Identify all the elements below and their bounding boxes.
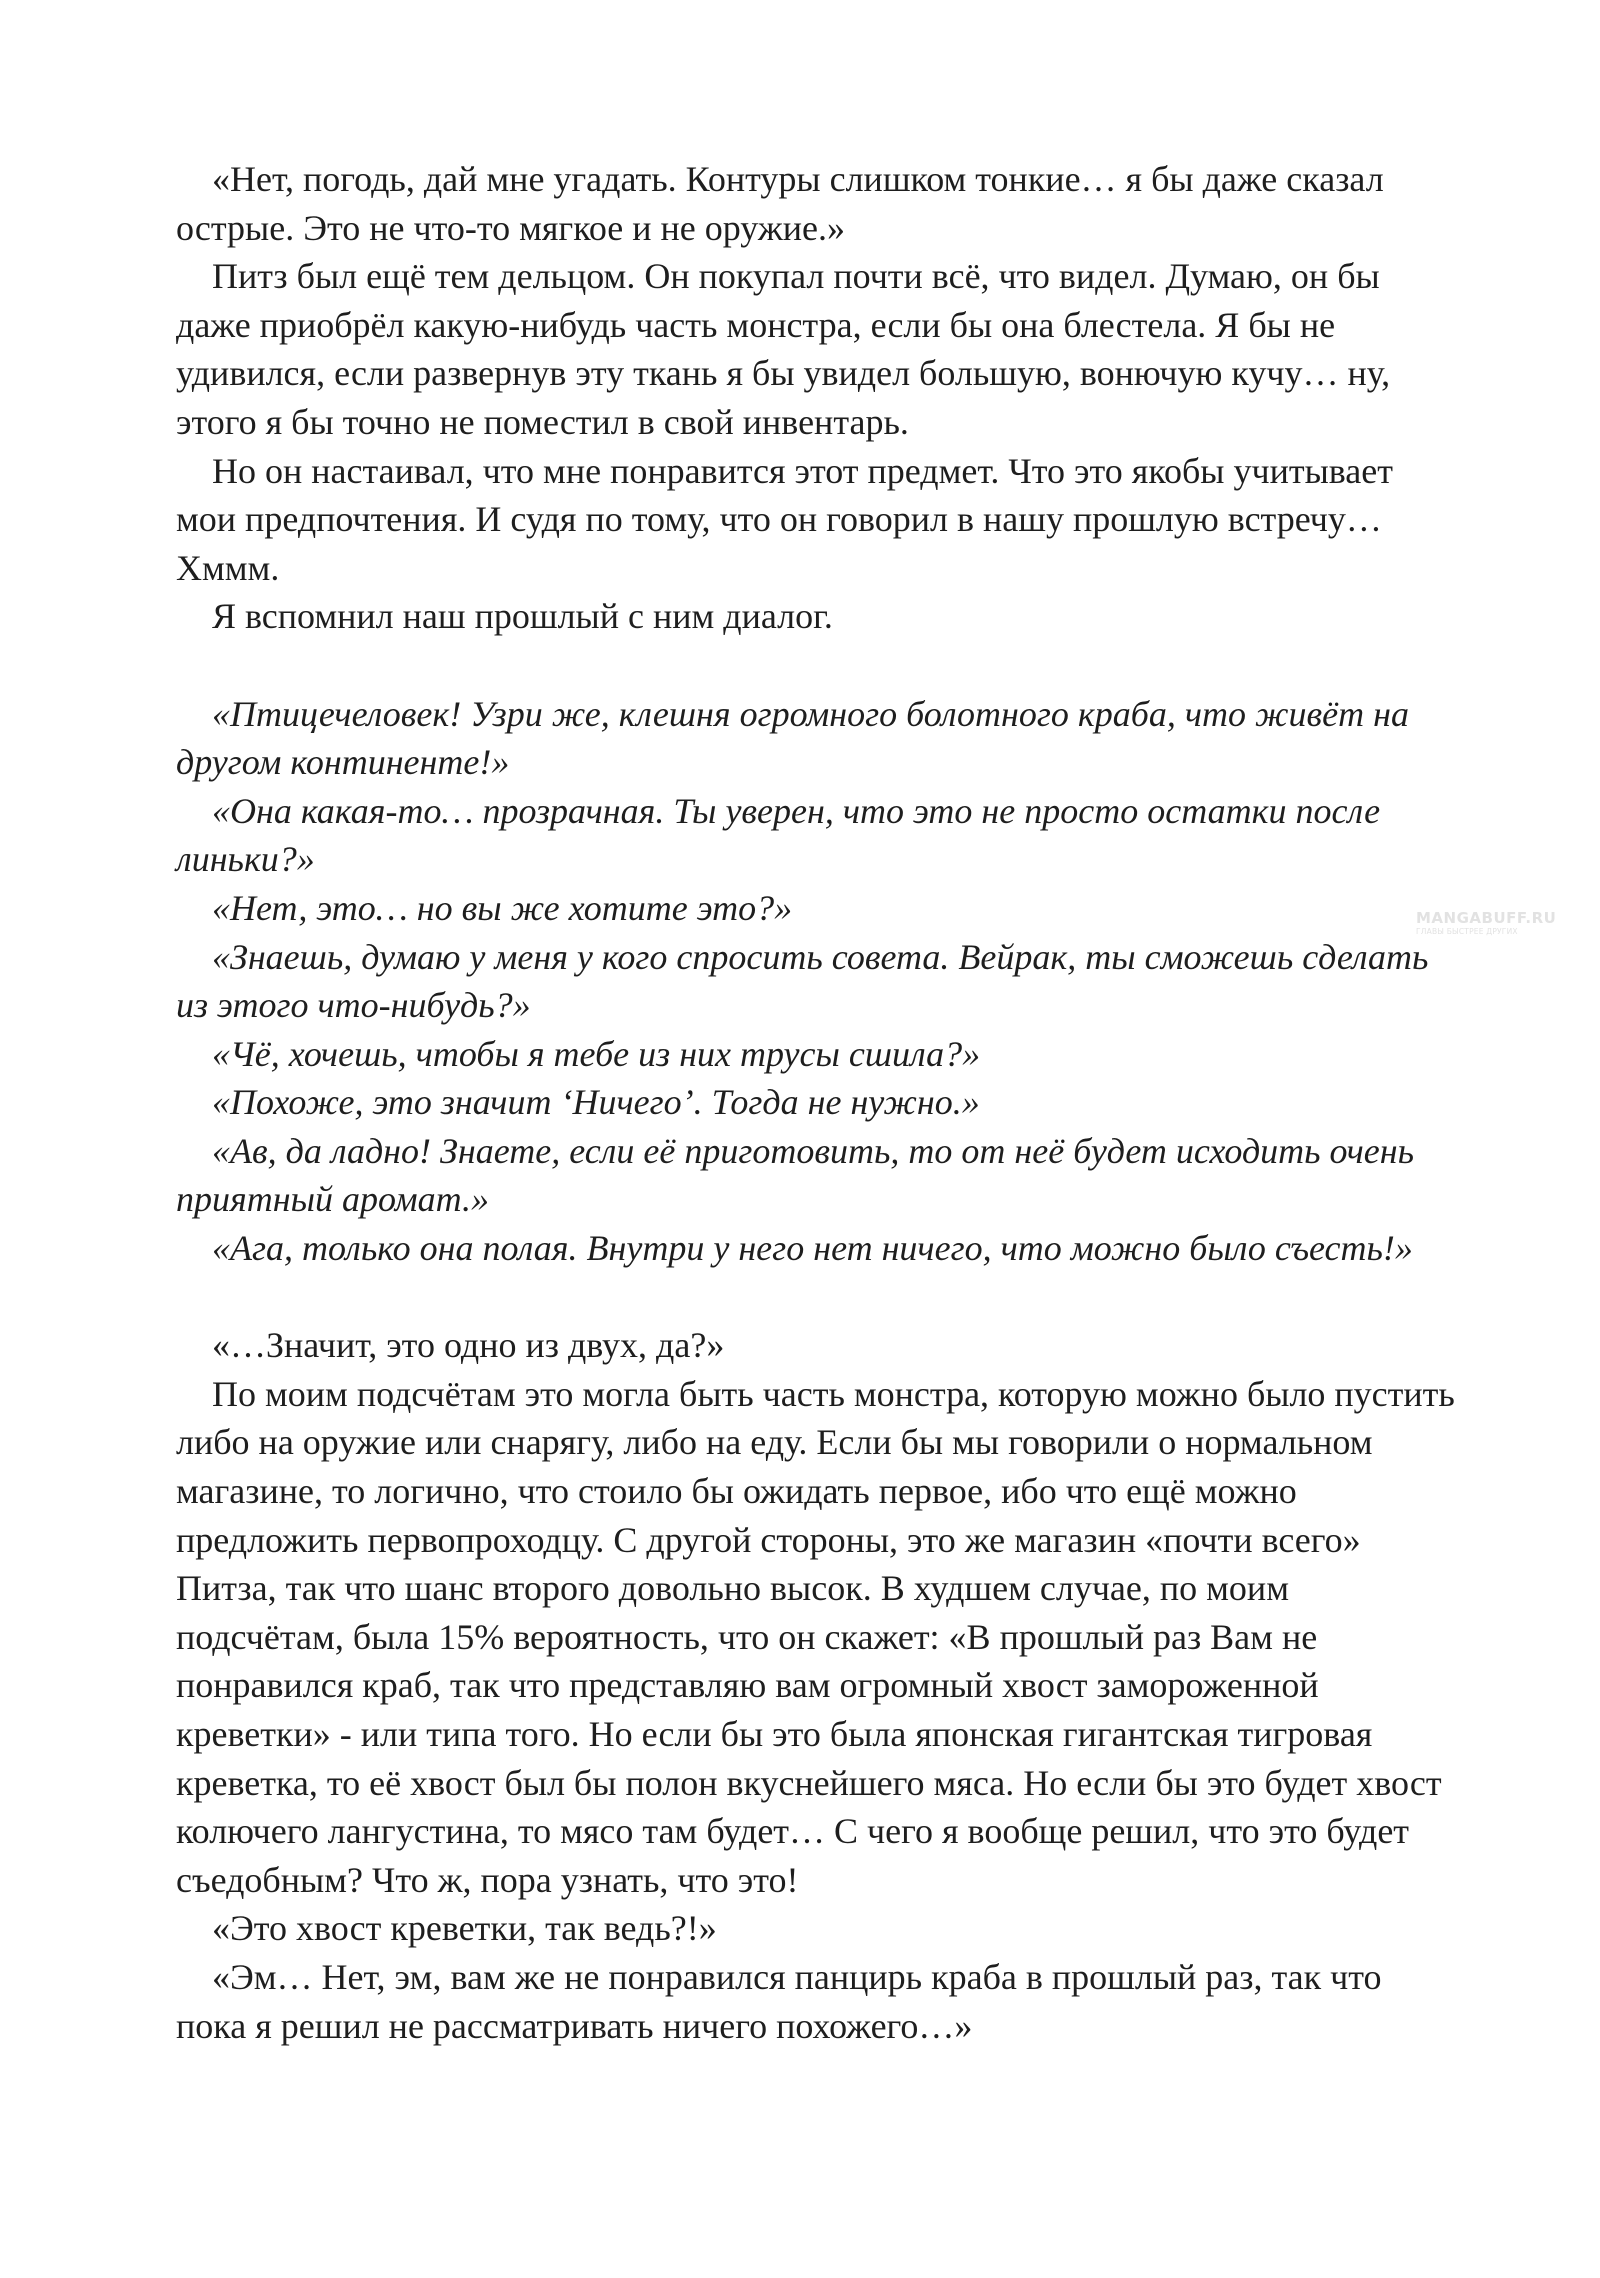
paragraph: Питз был ещё тем дельцом. Он покупал почти всё, что видел. Думаю, он бы даже приобрёл какую-нибудь часть монстра, если бы она блестела. Я бы не удивился, если развернув эту ткань я бы увидел большую, вонючую кучу… ну, этого я бы точно не поместил в свой инвентарь.: [176, 256, 1391, 442]
watermark-main: MANGABUFF.RU: [1416, 909, 1557, 927]
flashback-line: «Ав, да ладно! Знаете, если её приготовить, то от неё будет исходить очень приятный аромат.»: [176, 1130, 1415, 1220]
page-text: [176, 155, 1456, 2050]
flashback-line: «Ага, только она полая. Внутри у него нет ничего, что можно было съесть!»: [212, 1228, 1413, 1269]
paragraph: «…Значит, это одно из двух, да?»: [212, 1325, 725, 1366]
flashback-line: «Похоже, это значит ‘Ничего’. Тогда не нужно.»: [212, 1082, 980, 1123]
flashback-line: «Нет, это… но вы же хотите это?»: [212, 887, 793, 928]
section-gap: [176, 641, 1456, 690]
paragraph: Я вспомнил наш прошлый с ним диалог.: [212, 596, 833, 637]
paragraph: «Эм… Нет, эм, вам же не понравился панцирь краба в прошлый раз, так что пока я решил не рассматривать ничего похожего…»: [176, 1956, 1382, 2046]
flashback-line: «Птицечеловек! Узри же, клешня огромного болотного краба, что живёт на другом континенте!»: [176, 693, 1409, 783]
watermark: [1416, 911, 1561, 936]
flashback-line: «Она какая-то… прозрачная. Ты уверен, что это не просто остатки после линьки?»: [176, 790, 1381, 880]
flashback-line: «Чё, хочешь, чтобы я тебе из них трусы сшила?»: [212, 1033, 981, 1074]
paragraph: По моим подсчётам это могла быть часть монстра, которую можно было пустить либо на оружие или снарягу, либо на еду. Если бы мы говорили о нормальном магазине, то логично, что стоило бы ожидать первое, ибо что ещё можно предложить первопроходцу. С другой стороны, это же магазин «почти всего» Питза, так что шанс второго довольно высок. В худшем случае, по моим подсчётам, была 15% вероятность, что он скажет: «В прошлый раз Вам не понравился краб, так что представляю вам огромный хвост замороженной креветки» - или типа того. Но если бы это была японская гигантская тигровая креветка, то её хвост был бы полон вкуснейшего мяса. Но если бы это будет хвост колючего лангустина, то мясо там будет… С чего я вообще решил, что это будет съедобным? Что ж, пора узнать, что это!: [176, 1373, 1455, 1900]
flashback-line: «Знаешь, думаю у меня у кого спросить совета. Вейрак, ты сможешь сделать из этого что-нибудь?»: [176, 936, 1429, 1026]
paragraph: «Нет, погодь, дай мне угадать. Контуры слишком тонкие… я бы даже сказал острые. Это не что-то мягкое и не оружие.»: [176, 159, 1384, 248]
watermark-sub: ГЛАВЫ БЫСТРЕЕ ДРУГИХ: [1416, 927, 1518, 936]
paragraph: Но он настаивал, что мне понравится этот предмет. Что это якобы учитывает мои предпочтения. И судя по тому, что он говорил в нашу прошлую встречу… Хммм.: [176, 450, 1393, 588]
section-gap: [176, 1273, 1456, 1322]
paragraph: «Это хвост креветки, так ведь?!»: [212, 1908, 717, 1949]
